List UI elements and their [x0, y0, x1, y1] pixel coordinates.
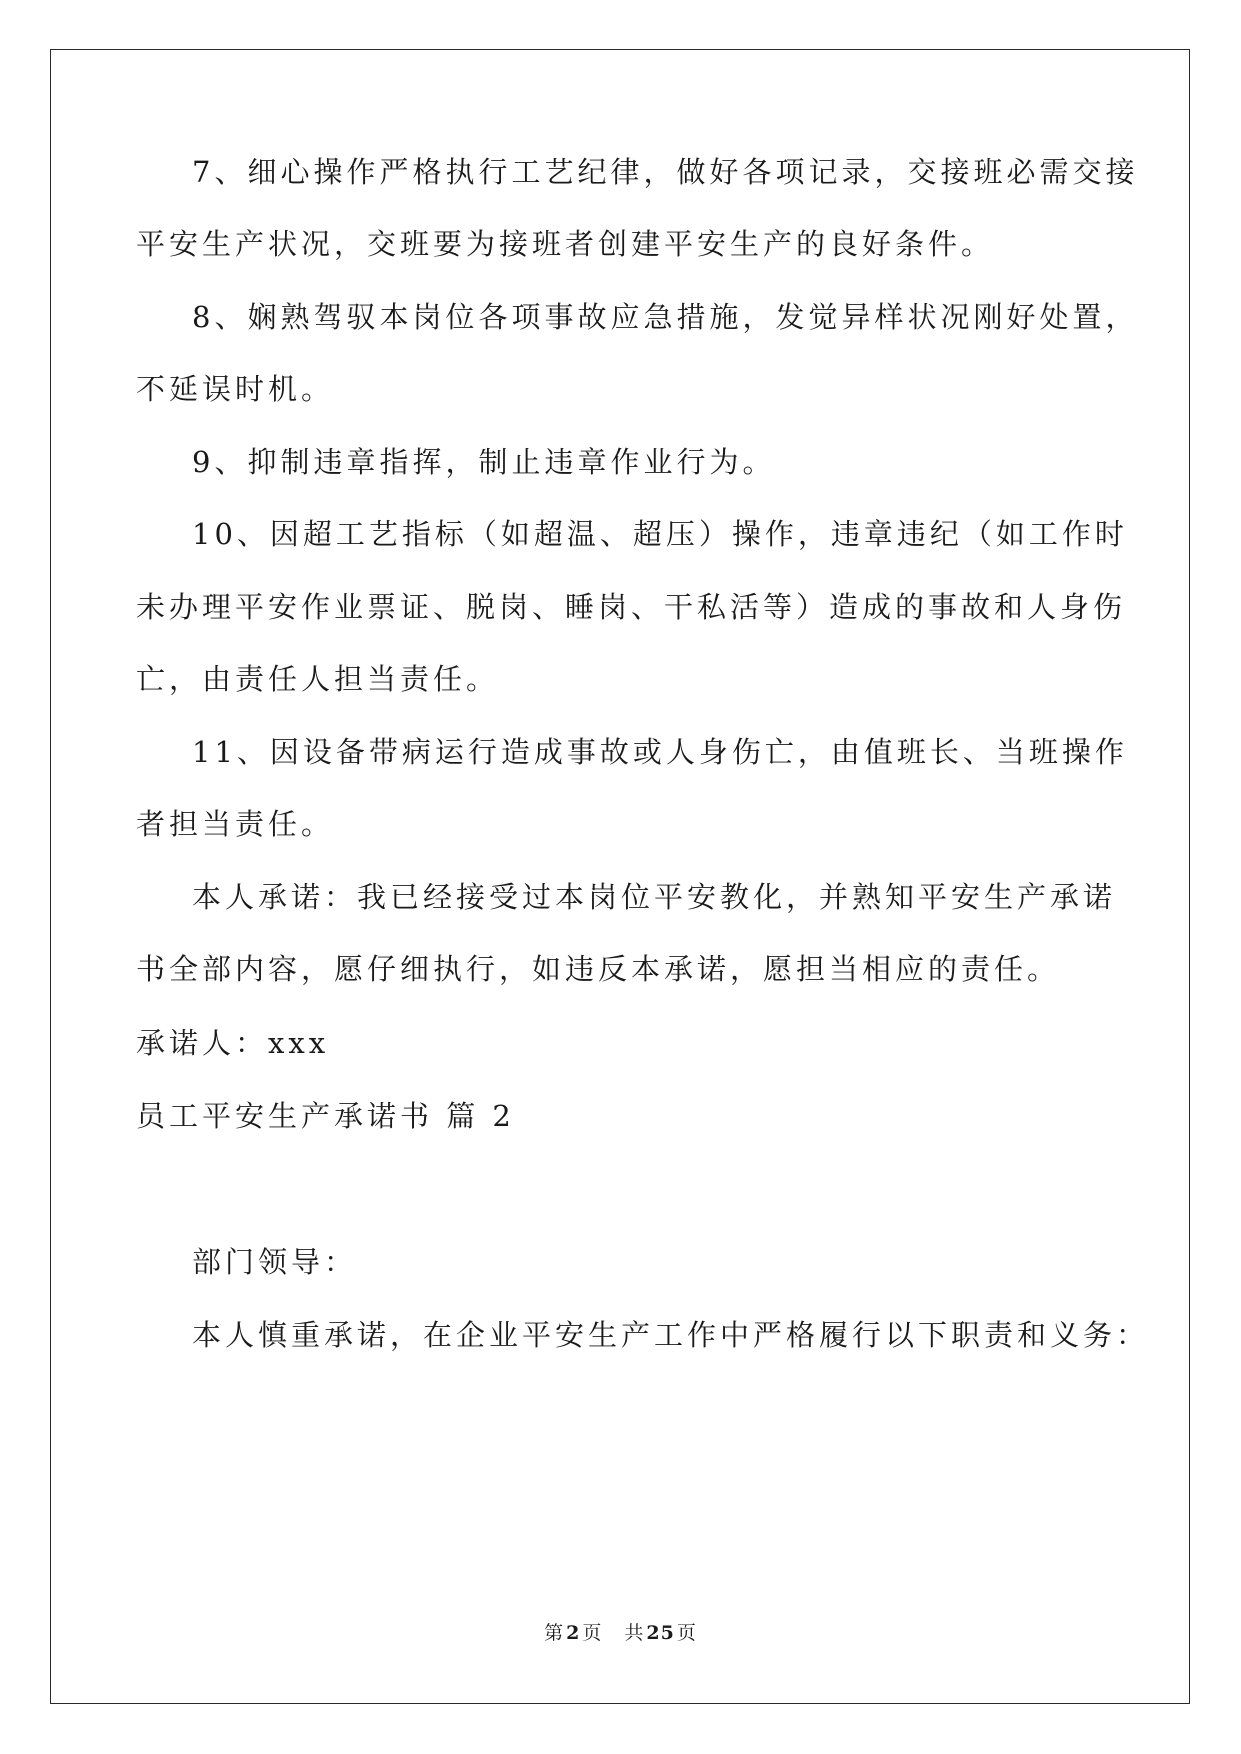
intro-line: 本人慎重承诺，在企业平安生产工作中严格履行以下职责和义务： [192, 1318, 1150, 1352]
paragraph-10-line-1: 10、因超工艺指标（如超温、超压）操作，违章违纪（如工作时 [192, 517, 1128, 551]
paragraph-11-line-1: 11、因设备带病运行造成事故或人身伤亡，由值班长、当班操作 [192, 735, 1128, 769]
page-footer [0, 1620, 1241, 1646]
paragraph-8-line-1: 8、娴熟驾驭本岗位各项事故应急措施，发觉异样状况刚好处置， [192, 300, 1139, 334]
footer-prefix: 第 [544, 1622, 565, 1644]
footer-page-unit: 页 [582, 1622, 603, 1644]
paragraph-7-line-2: 平安生产状况，交班要为接班者创建平安生产的良好条件。 [136, 227, 995, 261]
pledge-line-1: 本人承诺：我已经接受过本岗位平安教化，并熟知平安生产承诺 [192, 880, 1117, 914]
pledge-line-2: 书全部内容，愿仔细执行，如违反本承诺，愿担当相应的责任。 [136, 952, 1061, 986]
section-title: 员工平安生产承诺书 篇 2 [136, 1099, 515, 1133]
paragraph-8-line-2: 不延误时机。 [136, 372, 335, 406]
footer-current-page: 2 [566, 1622, 581, 1644]
signer-line: 承诺人：xxx [136, 1026, 330, 1060]
paragraph-9-line-1: 9、抑制违章指挥，制止违章作业行为。 [192, 445, 776, 479]
footer-total-pages: 25 [646, 1622, 675, 1644]
paragraph-10-line-3: 亡，由责任人担当责任。 [136, 662, 500, 696]
footer-total-unit: 页 [676, 1622, 697, 1644]
paragraph-7-line-1: 7、细心操作严格执行工艺纪律，做好各项记录，交接班必需交接 [192, 155, 1139, 189]
paragraph-10-line-2: 未办理平安作业票证、脱岗、睡岗、干私活等）造成的事故和人身伤 [136, 590, 1127, 624]
footer-total-prefix: 共 [624, 1622, 645, 1644]
paragraph-11-line-2: 者担当责任。 [136, 807, 335, 841]
salutation: 部门领导： [192, 1245, 358, 1279]
